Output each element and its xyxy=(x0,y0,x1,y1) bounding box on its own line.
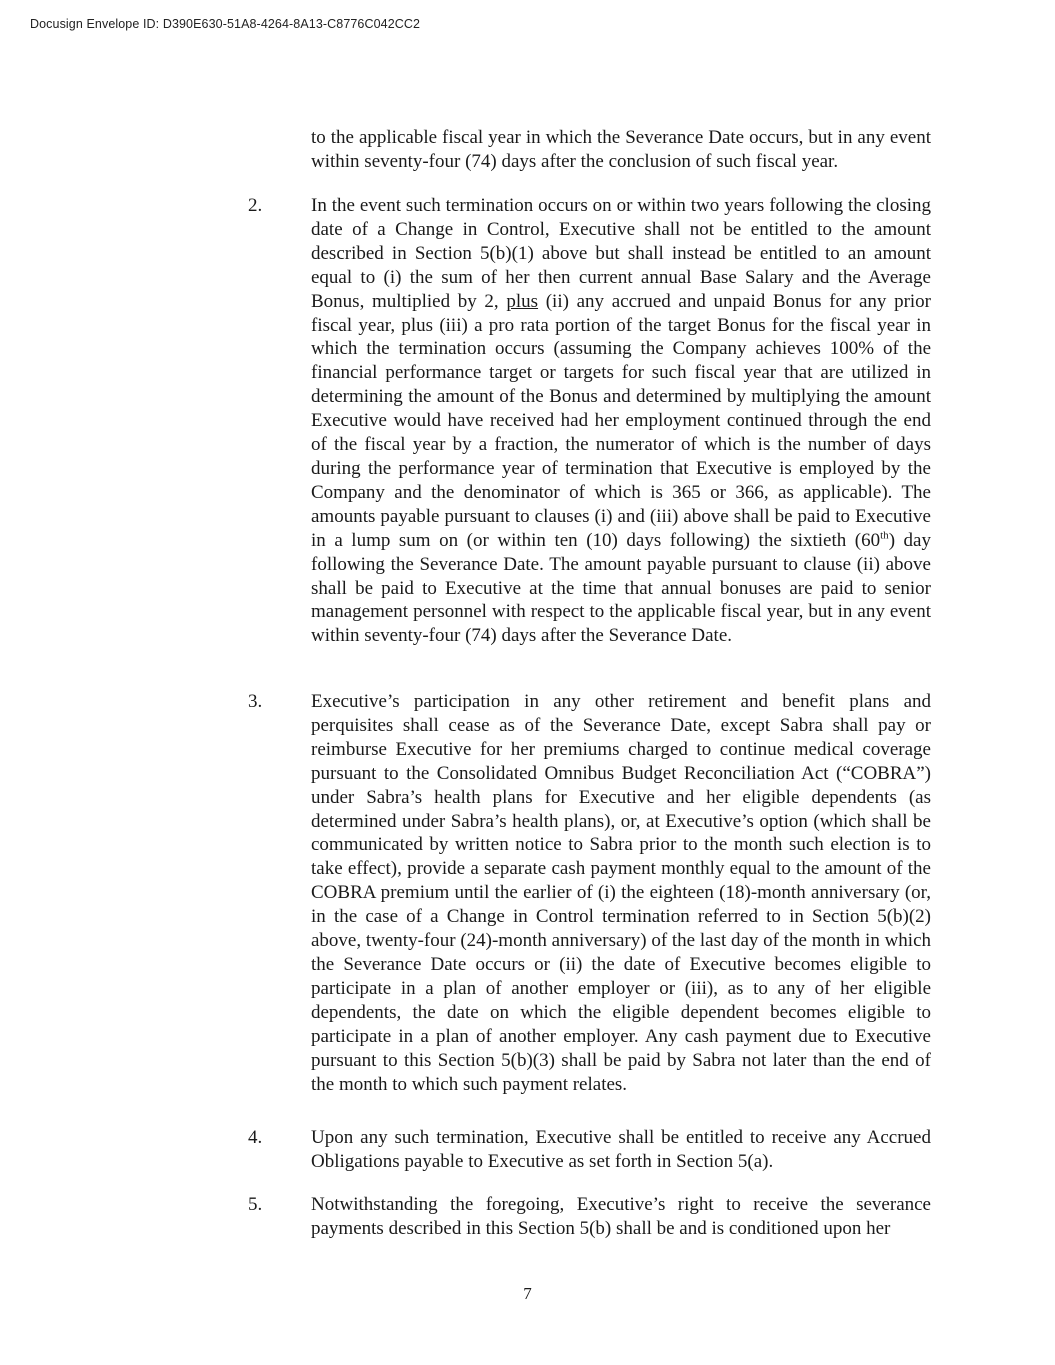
item-text xyxy=(311,1193,931,1241)
item-text xyxy=(311,1126,931,1174)
item-2-text-c: ) day following the Severance Date. The amount payable pursuant to clause (ii) above shall be paid to Executive at the time that annual bonuses are paid to senior management personnel with respect to the applicable fiscal year, but in any event within seventy-four (74) days after the Severance Date. xyxy=(311,529,931,647)
item-number: 3. xyxy=(248,691,263,712)
item-text xyxy=(311,690,931,1096)
continuation-text: to the applicable fiscal year in which the Severance Date occurs, but in any event within seventy-four (74) days after the conclusion of such fiscal year. xyxy=(311,127,931,172)
item-4-text: Upon any such termination, Executive shall be entitled to receive any Accrued Obligations payable to Executive as set forth in Section 5(a). xyxy=(311,1127,931,1172)
item-2-underlined-plus: plus xyxy=(506,290,539,312)
item-2-superscript: th xyxy=(880,529,889,542)
item-number: 4. xyxy=(248,1127,263,1148)
docusign-envelope-id: Docusign Envelope ID: D390E630-51A8-4264-8A13-C8776C042CC2 xyxy=(30,17,421,31)
item-3-text: Executive’s participation in any other retirement and benefit plans and perquisites shall cease as of the Severance Date, except Sabra shall pay or reimburse Executive for her premiums charged to continue medical coverage pursuant to the Consolidated Omnibus Budget Reconciliation Act (“COBRA”) under Sabra’s health plans for Executive and her eligible dependents (as determined under Sabra’s health plans), or, at Executive’s option (which shall be communicated by written notice to Sabra prior to the month such election is to take effect), provide a separate cash payment monthly equal to the amount of the COBRA premium until the earlier of (i) the eighteen (18)-month anniversary (or, in the case of a Change in Control termination referred to in Section 5(b)(2) above, twenty-four (24)-month anniversary) of the last day of the month in which the Severance Date occurs or (ii) the date of Executive becomes eligible to participate in a plan of another employer or (iii), as to any of her eligible dependents, the date on which the eligible dependent becomes eligible to participate in a plan of another employer. Any cash payment due to Executive pursuant to this Section 5(b)(3) shall be paid by Sabra not later than the end of the month to which such payment relates. xyxy=(311,691,931,1095)
continuation-paragraph xyxy=(311,126,931,174)
item-number: 2. xyxy=(248,195,263,216)
item-2-text-a: In the event such termination occurs on or within two years following the closing date of a Change in Control, Executive shall not be entitled to the amount described in Section 5(b)(1) above but shall instead be entitled to an amount equal to (i) the sum of her then current annual Base Salary and the Average Bonus, multiplied by 2, xyxy=(311,195,931,312)
page-number: 7 xyxy=(523,1284,532,1303)
item-number: 5. xyxy=(248,1194,263,1215)
item-2-text-b: (ii) any accrued and unpaid Bonus for any prior fiscal year, plus (iii) a pro rata portion of the target Bonus for the fiscal year in which the termination occurs (assuming the Company achieves 100% of the financial performance target or targets for such fiscal year that are utilized in determining the amount of the Bonus and determined by multiplying the amount Executive would have received had her employment continued through the end of the fiscal year by a fraction, the numerator of which is the number of days during the performance year of termination that Executive is employed by the Company and the denominator of which is 365 or 366, as applicable). The amounts payable pursuant to clauses (i) and (iii) above shall be paid to Executive in a lump sum on (or within ten (10) days following) the sixtieth (60 xyxy=(311,290,932,551)
item-text xyxy=(311,194,931,648)
item-5-text: Notwithstanding the foregoing, Executive’s right to receive the severance payments described in this Section 5(b) shall be and is conditioned upon her xyxy=(311,1194,931,1239)
